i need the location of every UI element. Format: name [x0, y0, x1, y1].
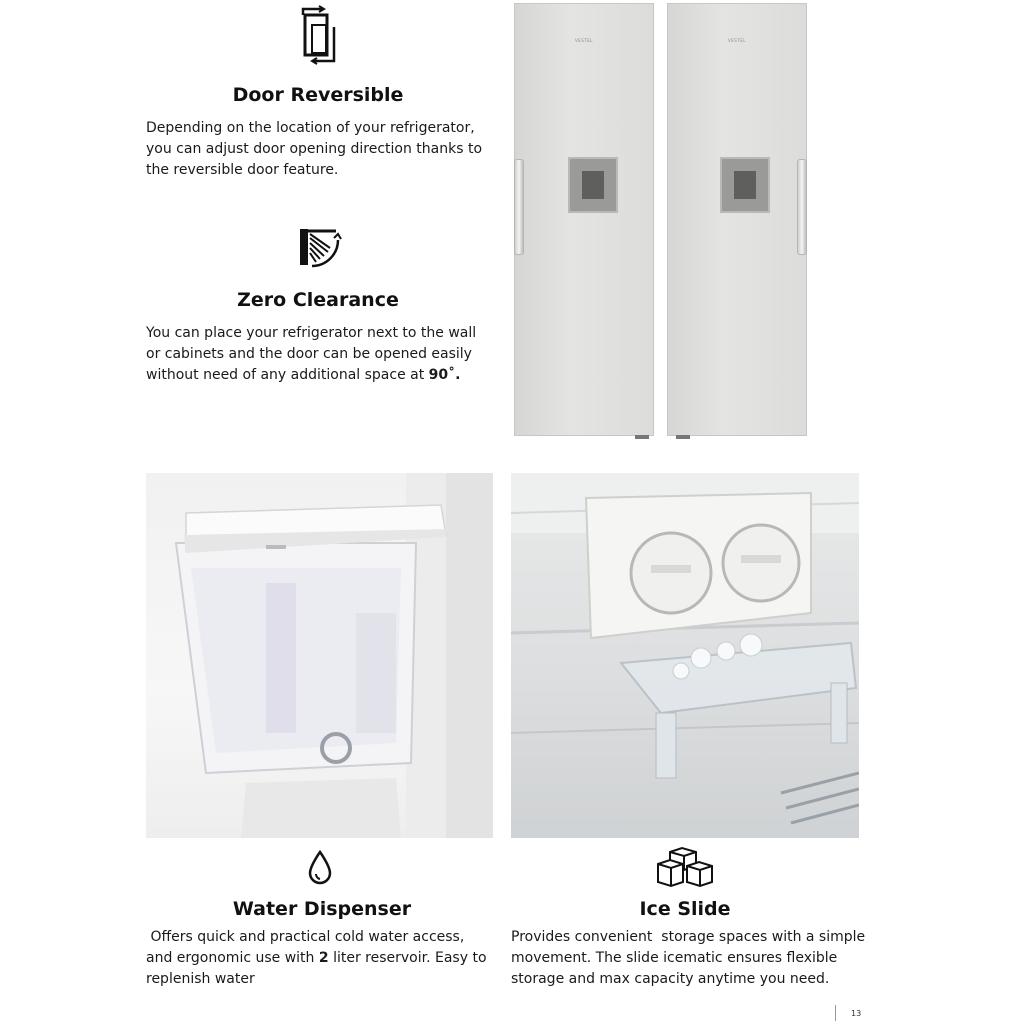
water-dispenser-description [146, 927, 496, 990]
fridge-brand-right: VESTEL [727, 38, 746, 43]
ice-slide-line-3: storage and max capacity anytime you need. [511, 971, 830, 987]
refrigerator-left-image [514, 3, 654, 436]
water-dispenser-title: Water Dispenser [232, 898, 412, 920]
fridge-handle-left [514, 159, 524, 255]
zero-clearance-line-1: You can place your refrigerator next to the wall [146, 325, 477, 341]
fridge-handle-right [797, 159, 807, 255]
zero-clearance-angle: 90˚. [428, 367, 461, 383]
fridge-dispenser-right [720, 157, 770, 213]
water-dispenser-line-2-suffix: liter reservoir. Easy to [328, 950, 487, 966]
fridge-brand-left: VESTEL [574, 38, 593, 43]
ice-slide-line-2: movement. The slide icematic ensures flexible [511, 950, 838, 966]
water-dispenser-line-1: Offers quick and practical cold water access, [146, 929, 465, 945]
water-reservoir-image [146, 473, 493, 838]
water-reservoir-illustration [146, 473, 493, 838]
refrigerator-right-image [667, 3, 807, 436]
page-number-divider [835, 1005, 836, 1021]
water-dispenser-line-2 [146, 948, 496, 969]
zero-clearance-line-3-text: without need of any additional space at [146, 367, 429, 383]
reservoir-capacity: 2 [318, 950, 329, 966]
door-reversible-line-3: the reversible door feature. [146, 162, 339, 178]
water-dispenser-line-3: replenish water [146, 971, 255, 987]
zero-clearance-line-3 [146, 365, 496, 386]
door-reversible-line-2: you can adjust door opening direction thanks to [146, 141, 483, 157]
door-reversible-line-1: Depending on the location of your refrigerator, [146, 120, 475, 136]
ice-slide-description [511, 927, 871, 990]
ice-slide-illustration [511, 473, 859, 838]
water-dispenser-line-2-prefix: and ergonomic use with [146, 950, 319, 966]
zero-clearance-line-2: or cabinets and the door can be opened easily [146, 346, 472, 362]
zero-clearance-title: Zero Clearance [237, 289, 399, 311]
fridge-foot [676, 435, 690, 439]
fridge-foot [635, 435, 649, 439]
zero-clearance-description [146, 323, 496, 386]
ice-cubes-icon [656, 844, 714, 890]
fridge-dispenser-left [568, 157, 618, 213]
ice-slide-image [511, 473, 859, 838]
page-number: 13 [851, 1009, 862, 1018]
water-drop-icon [307, 850, 333, 886]
ice-slide-line-1: Provides convenient storage spaces with a simple [511, 929, 866, 945]
door-reversible-title: Door Reversible [232, 84, 404, 106]
door-reversible-description [146, 118, 496, 181]
zero-clearance-icon [298, 226, 342, 270]
door-reversible-icon [300, 5, 340, 67]
ice-slide-title: Ice Slide [639, 898, 731, 920]
